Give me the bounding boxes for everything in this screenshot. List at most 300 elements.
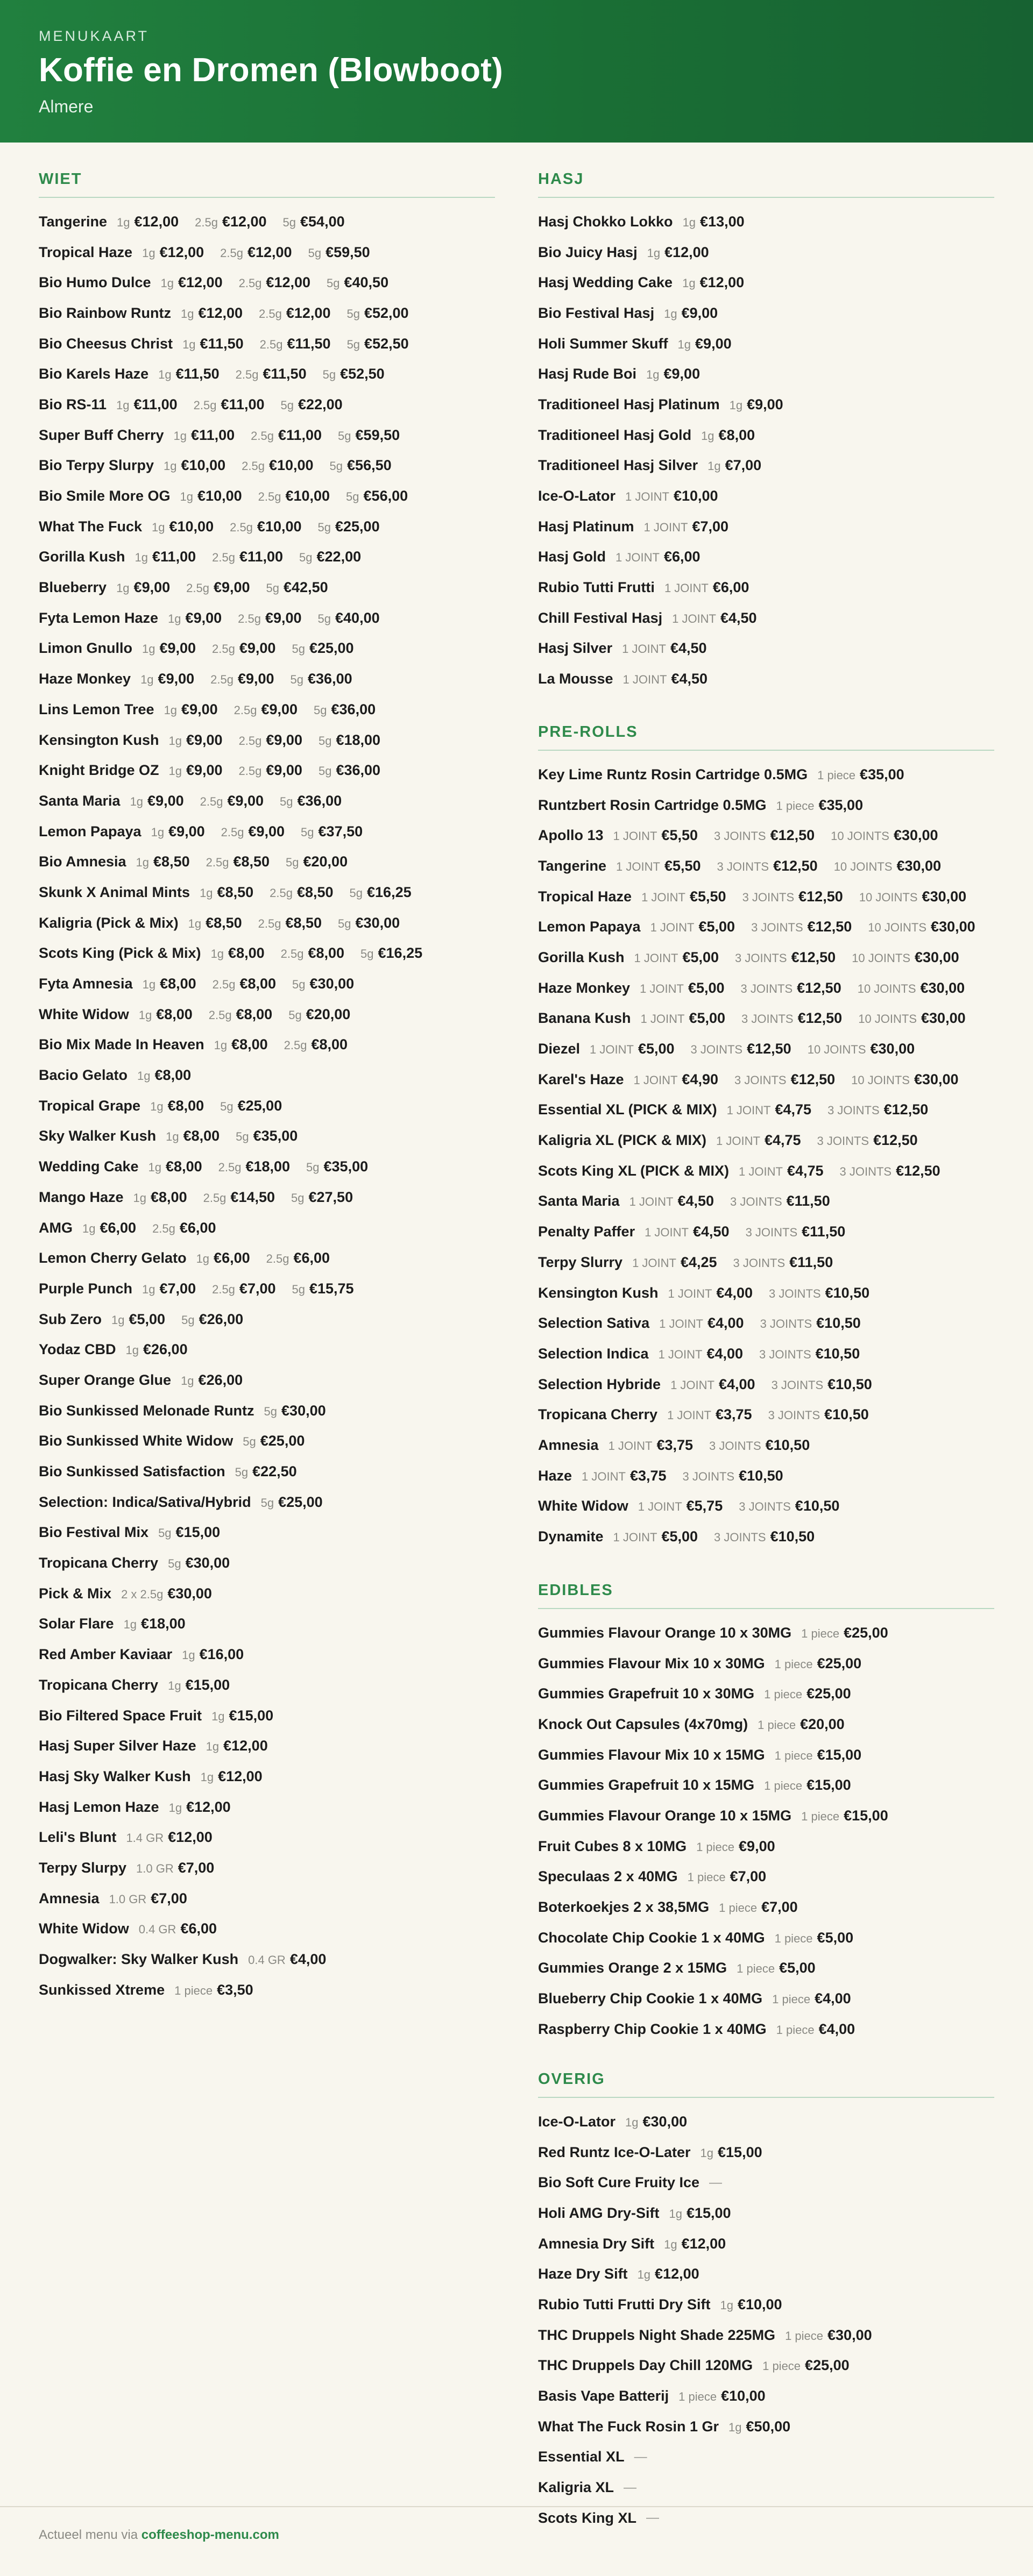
price-unit: 2.5g — [212, 642, 235, 656]
item-price — [168, 610, 222, 627]
item-price — [659, 1315, 744, 1332]
menu-item — [39, 1304, 495, 1335]
menu-item — [538, 973, 994, 1004]
menu-item — [538, 1862, 994, 1892]
price-amount: €11,00 — [133, 396, 178, 412]
menu-item — [538, 1648, 994, 1679]
item-name: What The Fuck Rosin 1 Gr — [538, 2418, 719, 2435]
menu-item — [538, 2107, 994, 2137]
price-amount: €14,50 — [230, 1189, 275, 1205]
price-unit: 1 piece — [774, 1748, 813, 1762]
price-unit: 3 JOINTS — [745, 1226, 798, 1240]
menu-item — [39, 603, 495, 634]
price-amount: €9,00 — [159, 640, 196, 657]
footer-text: Actueel menu via — [39, 2528, 138, 2542]
price-amount: €30,00 — [931, 919, 975, 935]
left-column — [39, 170, 495, 2005]
price-unit: 1 piece — [785, 2329, 824, 2343]
menu-item — [39, 1213, 495, 1243]
price-unit: 1 JOINT — [726, 1104, 771, 1118]
price-amount: €40,50 — [344, 274, 389, 291]
price-amount: €5,00 — [688, 979, 725, 996]
price-unit: 5g — [243, 1435, 256, 1449]
item-price — [168, 1677, 230, 1693]
price-amount: €4,00 — [706, 1345, 744, 1362]
item-price — [258, 915, 322, 931]
item-price — [235, 1463, 297, 1480]
price-amount: €30,00 — [642, 2113, 688, 2130]
price-amount: €4,50 — [677, 1193, 714, 1209]
item-name: Red Runtz Ice-O-Later — [538, 2144, 691, 2160]
price-amount: €5,00 — [638, 1041, 675, 1057]
menu-item — [39, 664, 495, 694]
item-price — [211, 945, 265, 962]
price-amount: €40,00 — [335, 609, 380, 626]
price-amount: €15,00 — [175, 1524, 221, 1541]
item-name: Blueberry — [39, 579, 107, 596]
item-price — [728, 2418, 790, 2435]
item-price — [831, 827, 938, 844]
price-unit: 1g — [116, 581, 130, 595]
price-unit: 1g — [164, 703, 178, 717]
price-unit: 5g — [236, 1130, 249, 1144]
item-price — [181, 305, 243, 322]
item-price — [741, 1010, 842, 1027]
item-price — [137, 1067, 191, 1084]
price-unit: 1g — [647, 246, 661, 260]
price-unit: 10 JOINTS — [857, 981, 916, 995]
item-name: Boterkoekjes 2 x 38,5MG — [538, 1899, 710, 1916]
price-unit: 5g — [286, 856, 299, 870]
menu-item — [538, 1004, 994, 1034]
item-price — [701, 2144, 762, 2161]
item-price — [221, 823, 285, 840]
price-amount: €12,00 — [178, 274, 223, 291]
item-name: Tropical Grape — [39, 1097, 141, 1114]
price-amount: €4,00 — [716, 1284, 753, 1301]
item-price — [136, 1860, 214, 1876]
item-price — [338, 915, 400, 931]
price-unit: 10 JOINTS — [868, 921, 927, 935]
item-price — [772, 1990, 851, 2007]
item-name: Diezel — [538, 1041, 581, 1057]
price-unit: 3 JOINTS — [709, 1439, 761, 1453]
item-price — [741, 980, 841, 997]
item-name: Kaligria XL (PICK & MIX) — [538, 1132, 707, 1149]
price-amount: €8,00 — [311, 1036, 348, 1053]
price-unit: 2.5g — [284, 1038, 307, 1052]
menu-item — [538, 1186, 994, 1217]
menu-item — [538, 1618, 994, 1648]
price-unit: 1 JOINT — [632, 1256, 676, 1270]
price-unit: 2.5g — [220, 246, 243, 260]
price-amount: €8,00 — [167, 1097, 204, 1114]
menu-item — [538, 1369, 994, 1400]
price-unit: 5g — [280, 794, 293, 808]
price-unit: 3 JOINTS — [839, 1164, 892, 1178]
price-amount: €8,50 — [233, 853, 270, 870]
item-name: Gorilla Kush — [39, 549, 125, 565]
item-name: Gummies Flavour Mix 10 x 30MG — [538, 1655, 765, 1671]
section-wiet — [39, 170, 495, 2005]
price-unit: 1 JOINT — [613, 829, 657, 843]
price-amount: €10,00 — [673, 488, 718, 504]
item-price — [851, 1071, 958, 1088]
price-unit: 5g — [308, 246, 322, 260]
menu-item — [538, 359, 994, 389]
item-price — [775, 1655, 862, 1672]
menu-item — [39, 846, 495, 877]
price-amount: €12,50 — [791, 949, 836, 965]
item-price — [266, 1250, 330, 1266]
item-price — [764, 1685, 851, 1702]
item-name: Fruit Cubes 8 x 10MG — [538, 1838, 687, 1854]
price-amount: €25,00 — [309, 640, 354, 657]
price-unit: 1g — [180, 490, 194, 504]
item-price — [195, 214, 266, 230]
price-amount: €10,00 — [169, 518, 214, 535]
menu-item — [39, 1975, 495, 2005]
menu-item — [39, 1030, 495, 1061]
price-amount: €5,50 — [689, 888, 726, 905]
price-amount: €52,00 — [364, 304, 409, 321]
price-amount: €9,00 — [186, 731, 223, 748]
menu-item — [538, 1216, 994, 1247]
price-amount: €9,00 — [266, 762, 302, 779]
price-amount: €9,00 — [265, 609, 302, 626]
item-price — [201, 1768, 263, 1785]
price-amount: €30,00 — [920, 979, 965, 996]
price-amount: €6,00 — [100, 1219, 137, 1236]
item-price — [714, 1528, 815, 1545]
price-unit: 0.4 GR — [248, 1953, 286, 1967]
price-amount: €8,00 — [154, 1067, 192, 1084]
item-name: Scots King (Pick & Mix) — [39, 945, 201, 962]
price-amount: €16,25 — [367, 884, 412, 900]
price-amount: €8,00 — [183, 1128, 220, 1144]
item-price — [808, 1041, 915, 1057]
price-unit: 1 piece — [678, 2390, 717, 2404]
item-name: Traditioneel Hasj Silver — [538, 457, 698, 474]
menu-item — [39, 1578, 495, 1609]
item-price — [158, 1524, 220, 1541]
item-price — [230, 518, 301, 535]
item-name: Key Lime Runtz Rosin Cartridge 0.5MG — [538, 766, 808, 782]
menu-item — [538, 1399, 994, 1430]
price-unit: 1g — [137, 1069, 151, 1083]
price-amount: €30,00 — [309, 976, 355, 992]
price-amount: €35,00 — [818, 796, 864, 813]
price-unit: 5g — [264, 1404, 278, 1418]
item-name: Kensington Kush — [39, 731, 159, 748]
price-amount: €8,00 — [151, 1189, 187, 1205]
item-name: Hasj Rude Boi — [538, 366, 637, 382]
menu-item — [538, 237, 994, 268]
price-unit: 2.5g — [212, 1282, 235, 1296]
price-amount: €8,50 — [217, 884, 254, 900]
item-price — [678, 2388, 766, 2404]
item-price — [220, 1098, 282, 1114]
price-unit: 2.5g — [230, 520, 253, 534]
price-amount: €15,75 — [309, 1280, 354, 1297]
menu-item — [39, 1334, 495, 1365]
item-price — [347, 336, 409, 352]
price-amount: €25,00 — [237, 1097, 282, 1114]
menu-item — [538, 2381, 994, 2411]
price-amount: €15,00 — [185, 1676, 230, 1693]
item-price — [239, 762, 302, 779]
item-price — [291, 671, 352, 687]
price-amount: €52,50 — [340, 366, 385, 382]
price-amount: €8,50 — [296, 884, 334, 900]
price-unit: 1g — [142, 1282, 155, 1296]
item-name: Super Orange Glue — [39, 1371, 172, 1388]
item-price — [319, 762, 380, 779]
item-name: Solar Flare — [39, 1616, 114, 1632]
menu-item — [538, 1339, 994, 1369]
menu-item — [538, 511, 994, 542]
price-unit: 1g — [664, 307, 677, 321]
price-unit: 2.5g — [280, 947, 304, 961]
price-amount: €7,00 — [725, 457, 762, 474]
item-price — [346, 488, 408, 504]
item-name: Knock Out Capsules (4x70mg) — [538, 1716, 748, 1732]
section-title: HASJ — [538, 170, 994, 198]
price-unit: 2.5g — [218, 1161, 242, 1175]
price-amount: €8,50 — [285, 914, 322, 931]
item-name: Hasj Super Silver Haze — [39, 1738, 196, 1754]
price-unit: 1g — [664, 2237, 677, 2251]
item-price — [140, 671, 194, 687]
price-amount: €7,00 — [692, 518, 729, 535]
item-price — [634, 1071, 718, 1088]
price-unit: 5g — [260, 1496, 274, 1510]
price-unit: 1g — [168, 734, 182, 748]
price-unit: 2.5g — [234, 703, 257, 717]
item-price — [124, 1616, 186, 1632]
item-price — [625, 2114, 687, 2130]
price-unit: 5g — [317, 520, 331, 534]
price-unit: 5g — [360, 947, 374, 961]
price-unit: 2.5g — [259, 307, 282, 321]
price-unit: 1 JOINT — [716, 1134, 760, 1148]
item-price — [281, 945, 344, 962]
price-unit: 1g — [133, 1191, 147, 1205]
item-name: Kaligria (Pick & Mix) — [39, 914, 179, 931]
price-unit: 5g — [346, 490, 359, 504]
item-price — [590, 1041, 674, 1057]
item-price — [143, 976, 196, 992]
price-amount: €11,50 — [802, 1223, 846, 1240]
price-amount: €11,50 — [200, 335, 244, 352]
price-amount: €4,00 — [815, 1990, 851, 2007]
price-amount: €10,00 — [268, 457, 314, 474]
item-price — [182, 1646, 244, 1663]
item-price — [632, 1254, 717, 1271]
price-amount: €10,00 — [257, 518, 302, 535]
item-name: Gummies Flavour Mix 10 x 15MG — [538, 1746, 765, 1763]
price-amount: €4,75 — [787, 1162, 824, 1179]
price-unit: 5g — [318, 734, 332, 748]
item-price — [616, 858, 701, 874]
price-amount: €5,00 — [817, 1929, 854, 1946]
item-price — [169, 1799, 231, 1816]
price-unit: 2.5g — [238, 764, 262, 778]
item-price — [817, 1132, 918, 1149]
price-unit: 1 piece — [776, 2023, 815, 2037]
item-name: Bio Festival Mix — [39, 1524, 149, 1541]
menu-item — [39, 1853, 495, 1883]
price-unit: 3 JOINTS — [771, 1378, 824, 1392]
price-amount: €37,50 — [318, 823, 363, 839]
item-price — [858, 1010, 965, 1027]
price-amount: €10,50 — [827, 1376, 872, 1392]
price-amount: €16,00 — [199, 1646, 244, 1663]
item-name: Rubio Tutti Frutti Dry Sift — [538, 2296, 711, 2312]
price-amount: €12,50 — [883, 1101, 929, 1118]
price-unit: 2.5g — [242, 459, 265, 473]
menu-item — [538, 2472, 994, 2503]
price-unit: 2.5g — [238, 734, 262, 748]
price-unit: 0.4 GR — [138, 1923, 176, 1937]
item-price — [668, 1285, 753, 1301]
price-unit: 3 JOINTS — [827, 1104, 880, 1118]
item-price — [210, 671, 274, 687]
item-price — [769, 1285, 869, 1301]
price-amount: €12,50 — [790, 1071, 836, 1087]
item-list — [39, 198, 495, 2005]
price-amount: €20,00 — [306, 1006, 351, 1022]
menu-item — [39, 1121, 495, 1152]
price-unit: 1 piece — [772, 1993, 811, 2006]
menu-item — [39, 481, 495, 511]
price-amount: €36,00 — [297, 792, 342, 809]
price-amount: €12,00 — [247, 244, 292, 260]
price-amount: €35,00 — [323, 1158, 369, 1175]
price-amount: €13,00 — [700, 213, 745, 230]
menu-item — [39, 725, 495, 756]
price-amount: €10,50 — [825, 1284, 870, 1301]
price-amount: €25,00 — [844, 1624, 888, 1641]
price-amount: €9,00 — [681, 304, 718, 321]
price-unit: 5g — [168, 1557, 181, 1571]
menu-item — [39, 694, 495, 725]
price-amount: €11,50 — [786, 1193, 830, 1209]
price-amount: €12,50 — [747, 1041, 791, 1057]
item-name: Tropical Haze — [39, 244, 133, 260]
item-price — [858, 980, 965, 997]
item-price — [634, 949, 719, 966]
price-amount: €12,00 — [168, 1829, 213, 1846]
price-unit: 5g — [158, 1526, 172, 1540]
item-name: Selection: Indica/Sativa/Hybrid — [39, 1493, 251, 1510]
item-name: Bio Karels Haze — [39, 366, 149, 382]
footer-link[interactable]: coffeeshop-menu.com — [141, 2528, 279, 2542]
price-unit: 1 JOINT — [638, 1500, 682, 1514]
price-unit: 1g — [117, 215, 130, 229]
item-price — [188, 915, 242, 931]
no-price-dash: — — [709, 2175, 723, 2190]
price-amount: €12,50 — [896, 1162, 940, 1179]
menu-item — [538, 1831, 994, 1862]
price-amount: €9,00 — [695, 335, 732, 352]
item-price — [615, 549, 700, 565]
item-price — [288, 1006, 350, 1023]
price-amount: €4,75 — [764, 1132, 801, 1149]
item-price — [716, 1132, 801, 1149]
menu-item — [538, 267, 994, 298]
menu-item — [39, 816, 495, 847]
item-price — [638, 2266, 699, 2282]
item-price — [859, 888, 966, 905]
price-amount: €11,50 — [263, 366, 307, 382]
item-price — [213, 976, 276, 992]
item-name: Runtzbert Rosin Cartridge 0.5MG — [538, 796, 767, 813]
item-list — [538, 2098, 994, 2534]
price-unit: 5g — [291, 1191, 305, 1205]
item-price — [182, 336, 244, 352]
price-amount: €8,00 — [308, 945, 345, 962]
price-amount: €15,00 — [686, 2204, 731, 2221]
price-unit: 1 JOINT — [613, 1531, 657, 1545]
item-name: Amnesia — [538, 1436, 599, 1453]
section-title: WIET — [39, 170, 495, 198]
item-name: White Widow — [538, 1498, 628, 1514]
price-unit: 1 JOINT — [640, 981, 684, 995]
price-unit: 1 piece — [719, 1901, 758, 1915]
item-name: Terpy Slurpy — [39, 1859, 127, 1876]
price-unit: 5g — [322, 368, 336, 382]
item-name: Red Amber Kaviaar — [39, 1646, 173, 1663]
item-name: Scots King XL (PICK & MIX) — [538, 1162, 730, 1179]
price-amount: €6,00 — [293, 1250, 330, 1266]
price-amount: €9,00 — [248, 823, 285, 839]
menu-item — [538, 2259, 994, 2289]
price-unit: 1 JOINT — [645, 1226, 689, 1240]
price-unit: 3 JOINTS — [714, 1531, 766, 1545]
price-unit: 2.5g — [210, 673, 234, 687]
price-amount: €4,25 — [680, 1254, 717, 1270]
price-amount: €12,50 — [797, 979, 841, 996]
menu-item — [538, 1064, 994, 1095]
item-price — [148, 1158, 202, 1175]
menu-item — [538, 2014, 994, 2045]
item-name: Kensington Kush — [538, 1284, 659, 1301]
price-amount: €12,00 — [223, 1738, 268, 1754]
price-amount: €12,00 — [159, 244, 204, 260]
price-amount: €9,00 — [227, 792, 264, 809]
item-price — [625, 488, 718, 504]
price-amount: €54,00 — [300, 213, 345, 230]
item-name: Ice-O-Lator — [538, 488, 616, 504]
price-unit: 1 JOINT — [582, 1469, 626, 1483]
item-price — [291, 1189, 353, 1206]
item-name: Sky Walker Kush — [39, 1128, 157, 1144]
price-amount: €22,00 — [298, 396, 343, 412]
menu-item — [538, 912, 994, 942]
item-name: Hasj Sky Walker Kush — [39, 1768, 191, 1784]
price-unit: 1g — [200, 886, 213, 900]
menu-item — [538, 2198, 994, 2229]
item-name: Bio Filtered Space Fruit — [39, 1707, 202, 1724]
price-amount: €5,00 — [779, 1960, 816, 1976]
item-price — [266, 579, 328, 596]
price-unit: 1 JOINT — [670, 1378, 714, 1392]
price-amount: €9,00 — [739, 1838, 775, 1854]
item-price — [582, 1468, 666, 1484]
price-unit: 1 JOINT — [658, 1347, 703, 1361]
price-unit: 1g — [141, 642, 155, 656]
